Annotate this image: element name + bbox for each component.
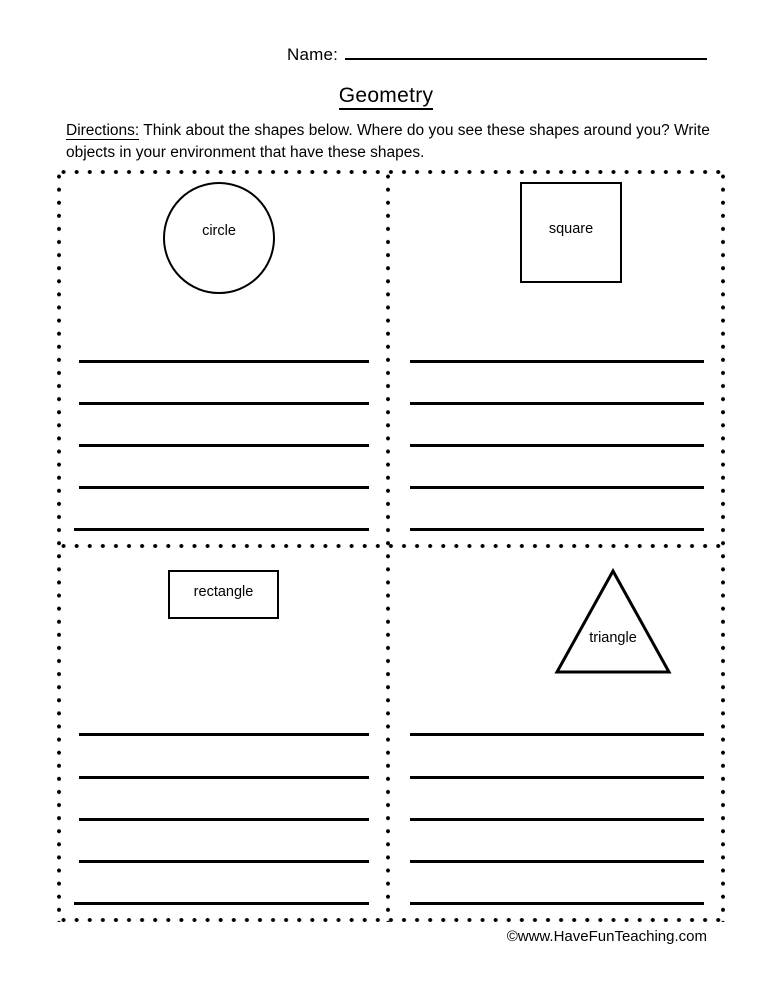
shape-area-circle [57,170,386,350]
circle-shape [163,182,275,294]
triangle-icon [554,568,672,676]
name-field-row [287,44,707,70]
answer-line[interactable] [410,902,704,905]
answer-line[interactable] [79,444,369,447]
quadrant-rectangle [57,548,386,922]
shape-area-square [390,170,719,350]
quadrant-triangle [390,548,719,922]
answer-line[interactable] [410,818,704,821]
answer-line[interactable] [410,360,704,363]
answer-line[interactable] [79,402,369,405]
footer-copyright: ©www.HaveFunTeaching.com [506,928,707,945]
square-shape-label: square [548,221,594,238]
quadrant-square [390,170,719,544]
page-title [0,84,772,108]
shape-area-rectangle [57,548,386,728]
triangle-shape-label: triangle [589,630,637,646]
answer-line[interactable] [410,486,704,489]
answer-line[interactable] [410,733,704,736]
worksheet-grid [57,170,725,922]
name-blank-line[interactable] [345,44,707,60]
quadrant-circle [57,170,386,544]
answer-line[interactable] [79,360,369,363]
answer-line[interactable] [410,444,704,447]
directions-text: Think about the shapes below. Where do you see these shapes around you? Write objects in your environment that have these shapes. [66,122,710,161]
circle-shape-label: circle [202,223,236,240]
answer-line[interactable] [79,733,369,736]
answer-line[interactable] [74,528,369,531]
rectangle-shape-label: rectangle [193,583,254,600]
answer-line[interactable] [410,402,704,405]
grid-border-right [721,170,725,922]
answer-line[interactable] [74,902,369,905]
answer-line[interactable] [410,860,704,863]
square-shape [520,182,622,283]
page-title-text: Geometry [339,84,434,110]
rectangle-shape [168,570,279,619]
answer-line[interactable] [410,528,704,531]
triangle-shape [554,568,672,676]
answer-line[interactable] [79,860,369,863]
answer-line[interactable] [79,776,369,779]
answer-line[interactable] [410,776,704,779]
directions-label: Directions: [66,122,140,139]
answer-line[interactable] [79,486,369,489]
shape-area-triangle [390,548,719,728]
directions [66,120,714,164]
answer-line[interactable] [79,818,369,821]
name-label: Name: [287,45,339,64]
